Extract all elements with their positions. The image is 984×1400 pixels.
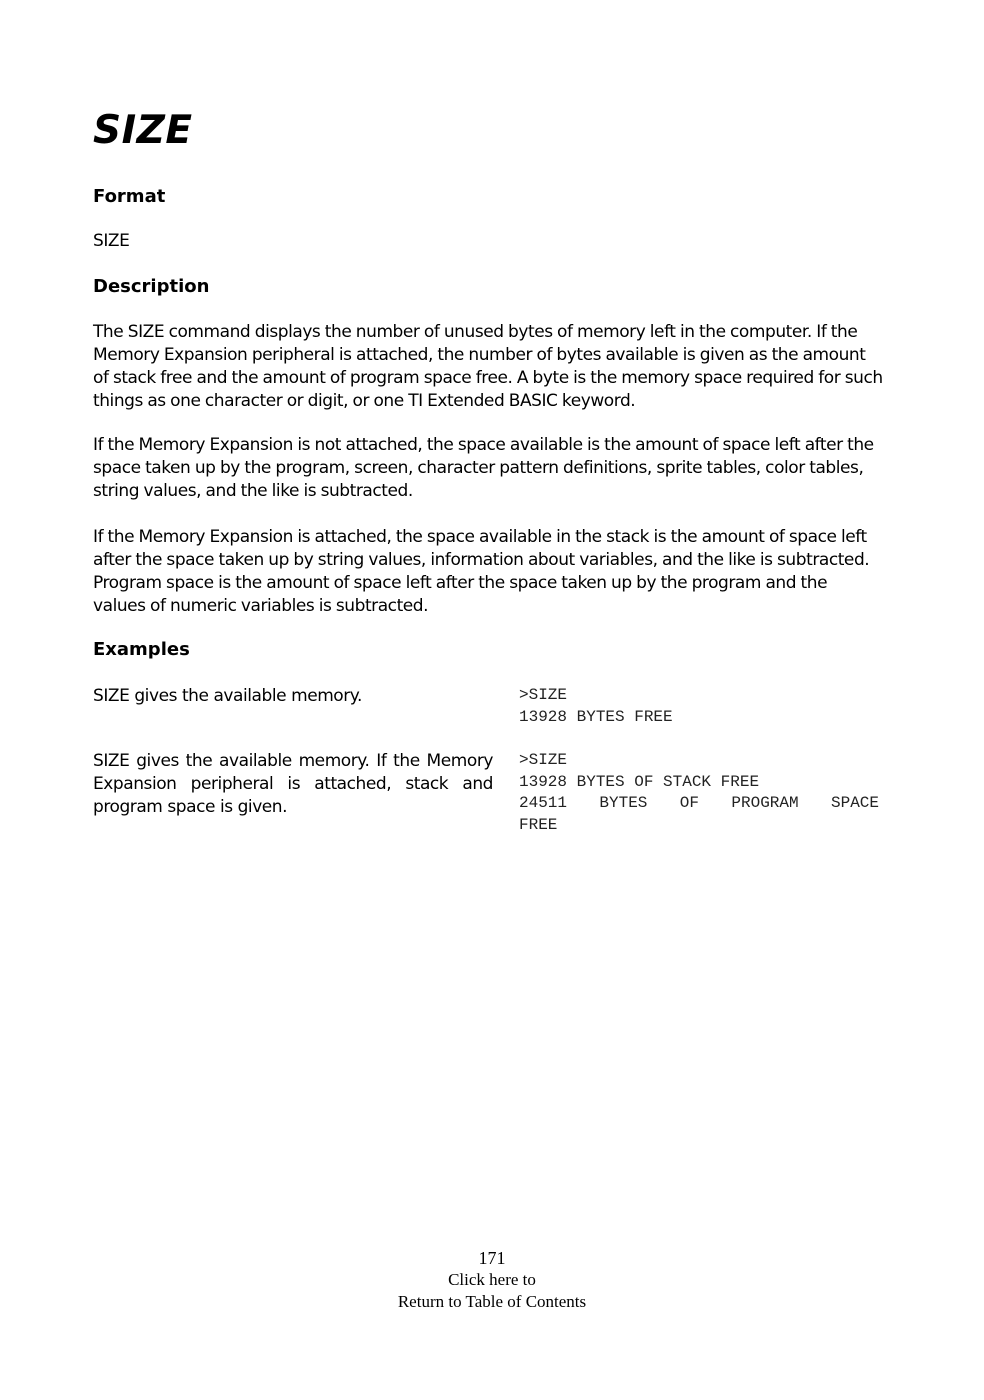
format-heading: Format (93, 186, 166, 207)
example-2-description: SIZE gives the available memory. If the Memory Expansion peripheral is attached, stack and program space is given. (93, 751, 493, 817)
example-1-code (519, 685, 879, 728)
format-syntax: SIZE (93, 231, 130, 251)
description-paragraph-2: If the Memory Expansion is not attached, the space available is the amount of space left after the space taken up by the program, screen, character pattern definitions, sprite tables, color tables, string values, and the like is subtracted. (93, 435, 874, 501)
description-heading: Description (93, 276, 210, 297)
example-1-code-line: >SIZE (519, 686, 568, 704)
toc-link-line-1[interactable]: Click here to (448, 1270, 536, 1289)
example-2-code-line: 13928 BYTES OF STACK FREE (519, 772, 760, 791)
page-title: SIZE (93, 108, 193, 153)
example-2-code (519, 750, 879, 836)
toc-link-line-2[interactable]: Return to Table of Contents (397, 1292, 587, 1311)
example-1-code-line: 13928 BYTES FREE (519, 707, 673, 726)
example-2-code-line: 24511 BYTES OF PROGRAM SPACE FREE (519, 794, 879, 834)
page-footer (0, 1247, 984, 1313)
examples-heading: Examples (93, 639, 190, 660)
description-paragraph-3: If the Memory Expansion is attached, the space available in the stack is the amount of space left after the space taken up by string values, information about variables, and the like is subtracted. Program space is the amount of space left after the space taken up by the program and the values of numeric variables is subtracted. (93, 527, 870, 616)
page-number: 171 (478, 1248, 506, 1268)
example-2-code-line: >SIZE (519, 751, 568, 769)
description-paragraph-1: The SIZE command displays the number of unused bytes of memory left in the computer. If the Memory Expansion peripheral is attached, the number of bytes available is given as the amount of stack free and the amount of program space free. A byte is the memory space required for such things as one character or digit, or one TI Extended BASIC keyword. (93, 322, 883, 411)
example-1-description: SIZE gives the available memory. (93, 686, 362, 706)
